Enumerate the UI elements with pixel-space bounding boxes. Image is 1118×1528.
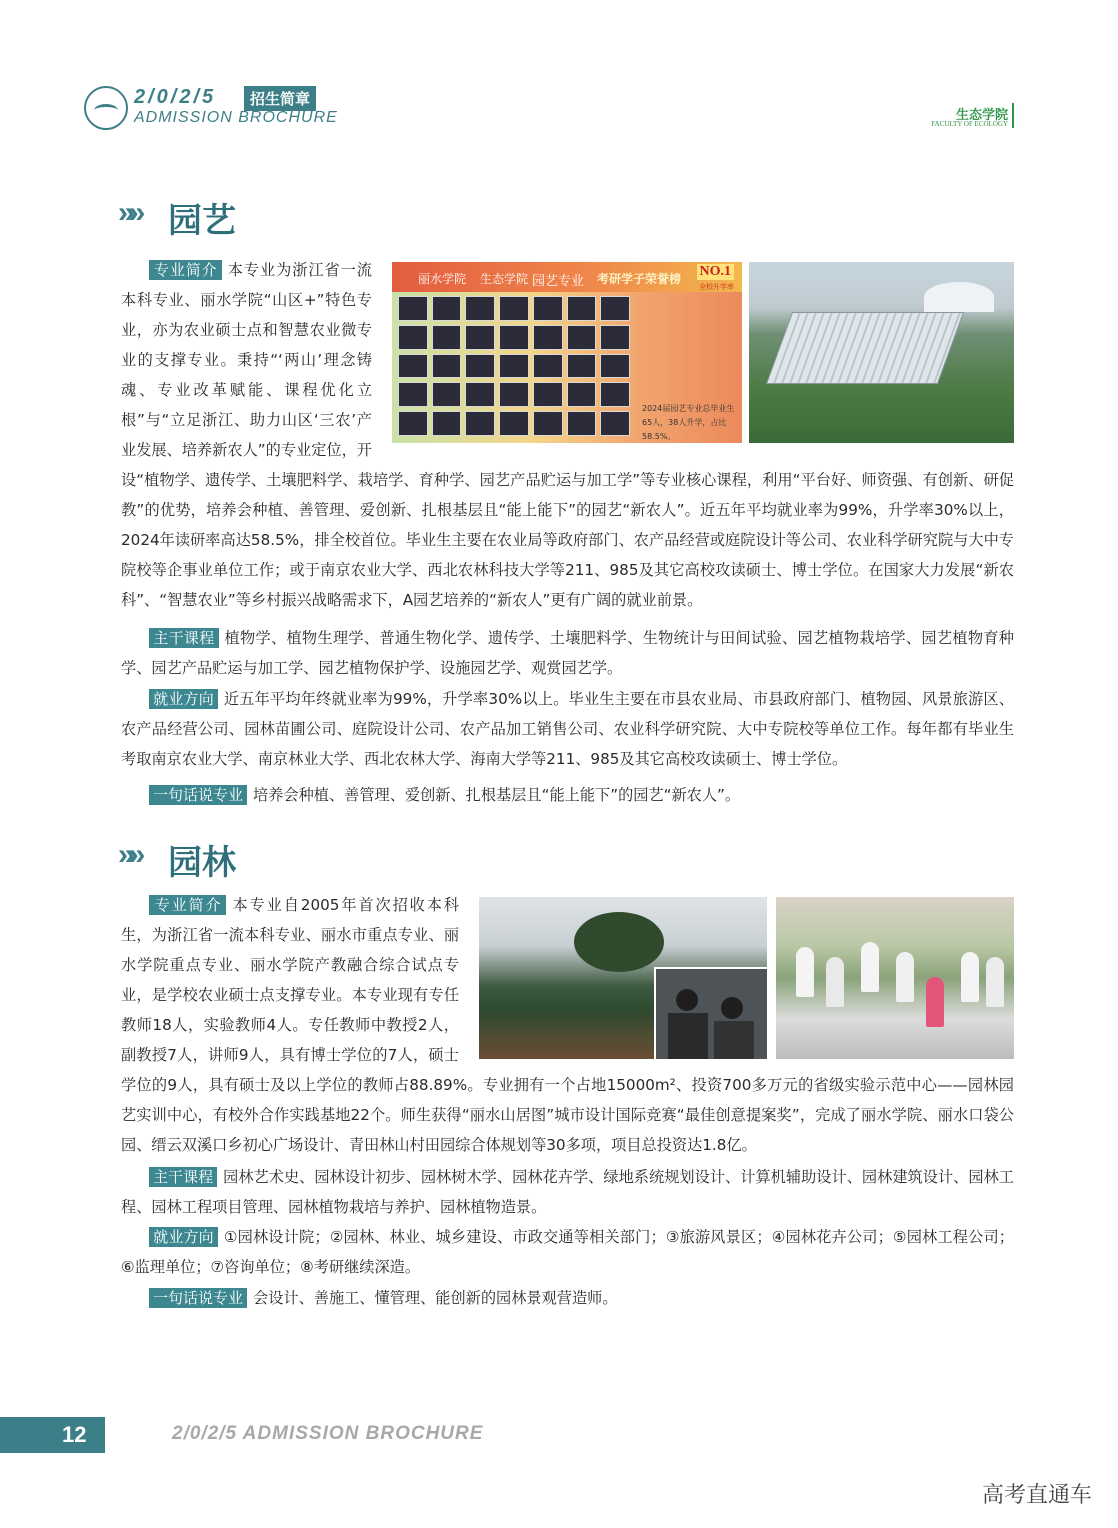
graduate-photo <box>533 296 563 321</box>
graduate-photo <box>465 411 495 436</box>
greenhouse-aerial-image <box>749 262 1014 443</box>
graduate-photo-grid <box>398 296 630 436</box>
graduate-photo <box>499 354 529 379</box>
intro-text: 本专业自2005年首次招收本科生，为浙江省一流本科专业、丽水市重点专业、丽水学院重点专业、丽水学院产教融合综合试点专业，是学校农业硕士点支撑专业。本专业现有专任教师18人，实验教师4人。专任教师中教授2人，副教授7人，讲师9人，具有博士学位的7人，硕士学位的9人，具有硕士及以上学位的教师占88.89%。专业拥有一个占地15000m²、投资700多万元的省级实验示范中心——园林园艺实训中心，有校外合作实践基地22个。师生获得“丽水山居图”城市设计国际竞赛“最佳创意提案奖”，完成了丽水学院、丽水口袋公园、缙云双溪口乡初心广场设计、青田林山村田园综合体规划等30多项，项目总投资达1.8亿。 <box>121 896 1014 1154</box>
field-trip-image <box>776 897 1014 1059</box>
intro-text: 本专业为浙江省一流本科专业、丽水学院“山区+”特色专业，亦为农业硕士点和智慧农业微专业的支撑专业。秉持“‘两山’理念铸魂、专业改革赋能、课程优化立根”与“立足浙江、助力山区‘三农’产业发展、培养新农人”的专业定位，开设“植物学、遗传学、土壤肥料学、栽培学、育种学、园艺产品贮运与加工学”等专业核心课程，利用“平台好、师资强、有创新、研促教”的优势，培养会种植、善管理、爱创新、扎根基层且“能上能下”的园艺“新农人”。近五年平均就业率为99%，升学率30%以上，2024年读研率高达58.5%，排全校首位。毕业生主要在农业局等政府部门、农产品经营或庭院设计等公司、农业科学研究院与大中专院校等企事业单位工作；或于南京农业大学、西北农林科技大学等211、985及其它高校攻读硕士、博士学位。在国家大力发展“新农科”、“智慧农业”等乡村振兴战略需求下，A园艺培养的“新农人”更有广阔的就业前景。 <box>121 261 1014 609</box>
student-figure <box>986 957 1004 1007</box>
career-text: ①园林设计院；②园林、林业、城乡建设、市政交通等相关部门；③旅游风景区；④园林花卉公司；⑤园林工程公司；⑥监理单位；⑦咨询单位；⑧考研继续深造。 <box>121 1228 1014 1276</box>
section-title-horticulture: 园艺 <box>168 201 236 241</box>
label-intro: 专业简介 <box>149 260 222 280</box>
person-head <box>721 997 743 1019</box>
person-body <box>714 1021 754 1059</box>
graduate-photo <box>600 382 630 407</box>
student-figure <box>926 977 944 1027</box>
label-intro: 专业简介 <box>149 895 226 915</box>
student-figure <box>861 942 879 992</box>
student-figure <box>796 947 814 997</box>
board-caption: 2024届园艺专业总毕业生65人，38人升学，占比58.5%。 <box>642 404 735 441</box>
header-subtitle: ADMISSION BROCHURE <box>134 109 338 126</box>
footer-text: 2/0/2/5 ADMISSION BROCHURE <box>172 1423 484 1444</box>
header-divider <box>1012 103 1014 128</box>
graduate-photo <box>432 354 462 379</box>
graduate-photo <box>533 411 563 436</box>
graduate-photo <box>533 382 563 407</box>
label-oneline: 一句话说专业 <box>149 1288 247 1308</box>
graduate-photo <box>398 411 428 436</box>
greenhouse-roof <box>766 312 964 384</box>
graduate-photo <box>499 296 529 321</box>
label-career: 就业方向 <box>149 1227 218 1247</box>
board-rank: NO.1 <box>697 264 735 280</box>
graduate-photo <box>465 382 495 407</box>
graduate-photo <box>567 354 597 379</box>
graduate-photo <box>600 411 630 436</box>
horticulture-career <box>121 684 1014 774</box>
student-figure <box>961 952 979 1002</box>
footer-page-box <box>0 1417 105 1453</box>
student-figure <box>826 957 844 1007</box>
graduate-photo <box>567 325 597 350</box>
section-arrows-icon: »» <box>118 196 140 229</box>
graduate-photo <box>398 325 428 350</box>
graduate-photo <box>465 296 495 321</box>
graduate-photo <box>465 354 495 379</box>
oneline-text: 会设计、善施工、懂管理、能创新的园林景观营造师。 <box>253 1289 618 1307</box>
graduate-photo <box>600 354 630 379</box>
graduate-photo <box>567 411 597 436</box>
landscape-courses <box>121 1162 1014 1222</box>
board-title: 考研学子荣誉榜 <box>597 272 682 286</box>
garden-lab-image <box>479 897 767 1059</box>
honor-board-image <box>392 262 742 443</box>
person-body <box>668 1013 708 1059</box>
graduate-photo <box>600 325 630 350</box>
graduate-photo <box>499 382 529 407</box>
header-year: 2/0/2/5 <box>134 86 217 108</box>
graduate-photo <box>600 296 630 321</box>
label-courses: 主干课程 <box>149 1167 217 1187</box>
graduate-photo <box>533 354 563 379</box>
graduate-photo <box>432 382 462 407</box>
header-tag: 招生简章 <box>244 86 316 111</box>
board-rank-note: 全校升学率 <box>699 283 734 291</box>
oneline-text: 培养会种植、善管理、爱创新、扎根基层且“能上能下”的园艺“新农人”。 <box>253 786 741 804</box>
board-major: 园艺专业 <box>532 274 585 289</box>
page-number: 12 <box>62 1422 87 1447</box>
section-arrows-icon: »» <box>118 838 140 871</box>
board-school: 丽水学院 <box>418 272 467 286</box>
graduate-photo <box>567 296 597 321</box>
greenhouse-dome <box>924 282 994 312</box>
courses-text: 植物学、植物生理学、普通生物化学、遗传学、土壤肥料学、生物统计与田间试验、园艺植物栽培学、园艺植物育种学、园艺产品贮运与加工学、园艺植物保护学、设施园艺学、观赏园艺学。 <box>121 629 1014 677</box>
courses-text: 园林艺术史、园林设计初步、园林树木学、园林花卉学、绿地系统规划设计、计算机辅助设计、园林建筑设计、园林工程、园林工程项目管理、园林植物栽培与养护、园林植物造景。 <box>121 1168 1014 1216</box>
board-college: 生态学院 <box>480 272 529 286</box>
graduate-photo <box>499 325 529 350</box>
graduate-photo <box>398 296 428 321</box>
vr-lab-inset-photo <box>654 967 767 1059</box>
horticulture-oneline <box>121 780 1014 810</box>
watermark: 高考直通车 <box>981 1483 1092 1508</box>
faculty-name-cn: 生态学院 <box>955 108 1008 123</box>
graduate-photo <box>465 325 495 350</box>
graduate-photo <box>398 354 428 379</box>
person-head <box>676 989 698 1011</box>
university-logo <box>84 86 128 130</box>
student-figure <box>896 952 914 1002</box>
label-courses: 主干课程 <box>149 628 219 648</box>
board-header <box>392 262 742 292</box>
career-text: 近五年平均年终就业率为99%，升学率30%以上。毕业生主要在市县农业局、市县政府部门、植物园、风景旅游区、农产品经营公司、园林苗圃公司、庭院设计公司、农产品加工销售公司、农业科学研究院、大中专院校等单位工作。每年都有毕业生考取南京农业大学、南京林业大学、西北农林大学、海南大学等211、985及其它高校攻读硕士、博士学位。 <box>121 690 1014 768</box>
graduate-photo <box>432 411 462 436</box>
graduate-photo <box>499 411 529 436</box>
graduate-photo <box>432 325 462 350</box>
graduate-photo <box>398 382 428 407</box>
landscape-oneline <box>121 1283 1014 1313</box>
graduate-photo <box>533 325 563 350</box>
graduate-photo <box>567 382 597 407</box>
graduate-photo <box>432 296 462 321</box>
label-oneline: 一句话说专业 <box>149 785 247 805</box>
faculty-name-en: FACULTY OF ECOLOGY <box>931 120 1008 128</box>
pine-tree <box>574 912 664 972</box>
section-title-landscape: 园林 <box>168 843 236 883</box>
horticulture-courses <box>121 623 1014 683</box>
landscape-career <box>121 1222 1014 1282</box>
label-career: 就业方向 <box>149 689 218 709</box>
